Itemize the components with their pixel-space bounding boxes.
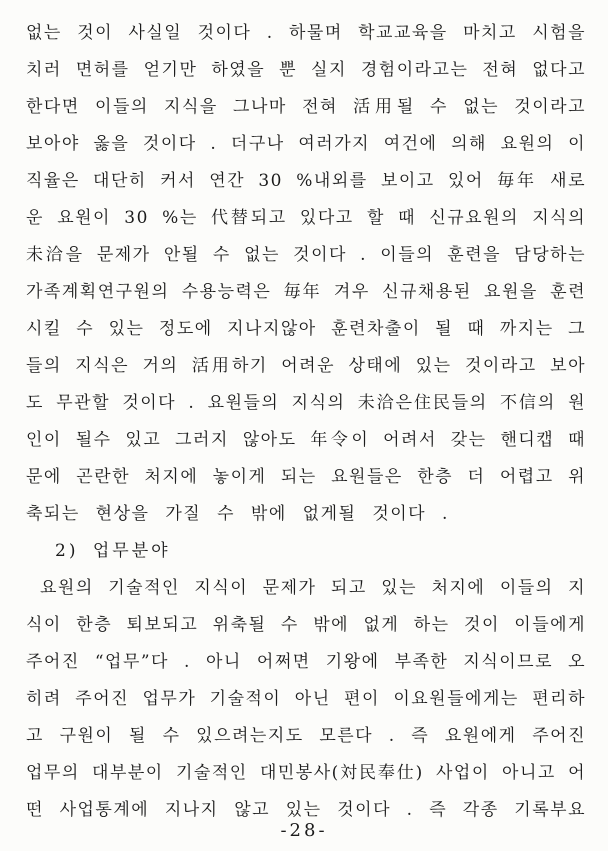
- text-line: 보아야 옳을 것이다 . 더구나 여러가지 여건에 의해 요원의 이: [26, 134, 586, 154]
- text-line: 고 구원이 될 수 있으려는지도 모른다 . 즉 요원에게 주어진: [26, 726, 586, 746]
- text-line: 축되는 현상을 가질 수 밖에 없게될 것이다 .: [26, 504, 449, 524]
- text-line: 한다면 이들의 지식을 그나마 전혀 活用될 수 없는 것이라고: [26, 97, 586, 117]
- text-line: 시킬 수 있는 정도에 지나지않아 훈련차출이 될 때 까지는 그: [26, 319, 586, 339]
- text-line: 가족계획연구원의 수용능력은 毎年 겨우 신규채용된 요원을 훈련: [26, 282, 586, 302]
- paragraph-continued: [26, 15, 586, 533]
- text-line: 업무의 대부분이 기술적인 대민봉사(対民奉仕) 사업이 아니고 어: [26, 763, 586, 783]
- text-line: 들의 지식은 거의 活用하기 어려운 상태에 있는 것이라고 보아: [26, 356, 586, 376]
- section-heading: 2) 업무분야: [55, 541, 171, 561]
- page-number: -28-: [280, 820, 328, 841]
- text-line: 문에 곤란한 처지에 놓이게 되는 요원들은 한층 더 어렵고 위: [26, 467, 586, 487]
- paragraph-work-section: [26, 570, 586, 829]
- text-line: 치러 면허를 얻기만 하였을 뿐 실지 경험이라고는 전혀 없다고: [26, 60, 586, 80]
- text-line: 히려 주어진 업무가 기술적이 아닌 편이 이요원들에게는 편리하: [26, 689, 586, 709]
- text-line: 인이 될수 있고 그러지 않아도 年令이 어려서 갖는 핸디캡 때: [26, 430, 586, 450]
- text-line: 운 요원이 30 %는 代替되고 있다고 할 때 신규요원의 지식의: [26, 208, 586, 228]
- text-line: 주어진 “업무”다 . 아니 어쩌면 기왕에 부족한 지식이므로 오: [26, 652, 586, 672]
- text-line: 식이 한층 퇴보되고 위축될 수 밖에 없게 하는 것이 이들에게: [26, 615, 586, 635]
- text-line: 未洽을 문제가 안될 수 없는 것이다 . 이들의 훈련을 담당하는: [26, 245, 586, 265]
- text-line: 요원의 기술적인 지식이 문제가 되고 있는 처지에 이들의 지: [40, 578, 586, 598]
- text-line: 떤 사업통계에 지나지 않고 있는 것이다 . 즉 각종 기록부요: [26, 800, 586, 820]
- text-line: 직율은 대단히 커서 연간 30 %내외를 보이고 있어 毎年 새로: [26, 171, 586, 191]
- text-line: 도 무관할 것이다 . 요원들의 지식의 未洽은住民들의 不信의 원: [26, 393, 586, 413]
- text-line: 없는 것이 사실일 것이다 . 하물며 학교교육을 마치고 시험을: [26, 23, 586, 43]
